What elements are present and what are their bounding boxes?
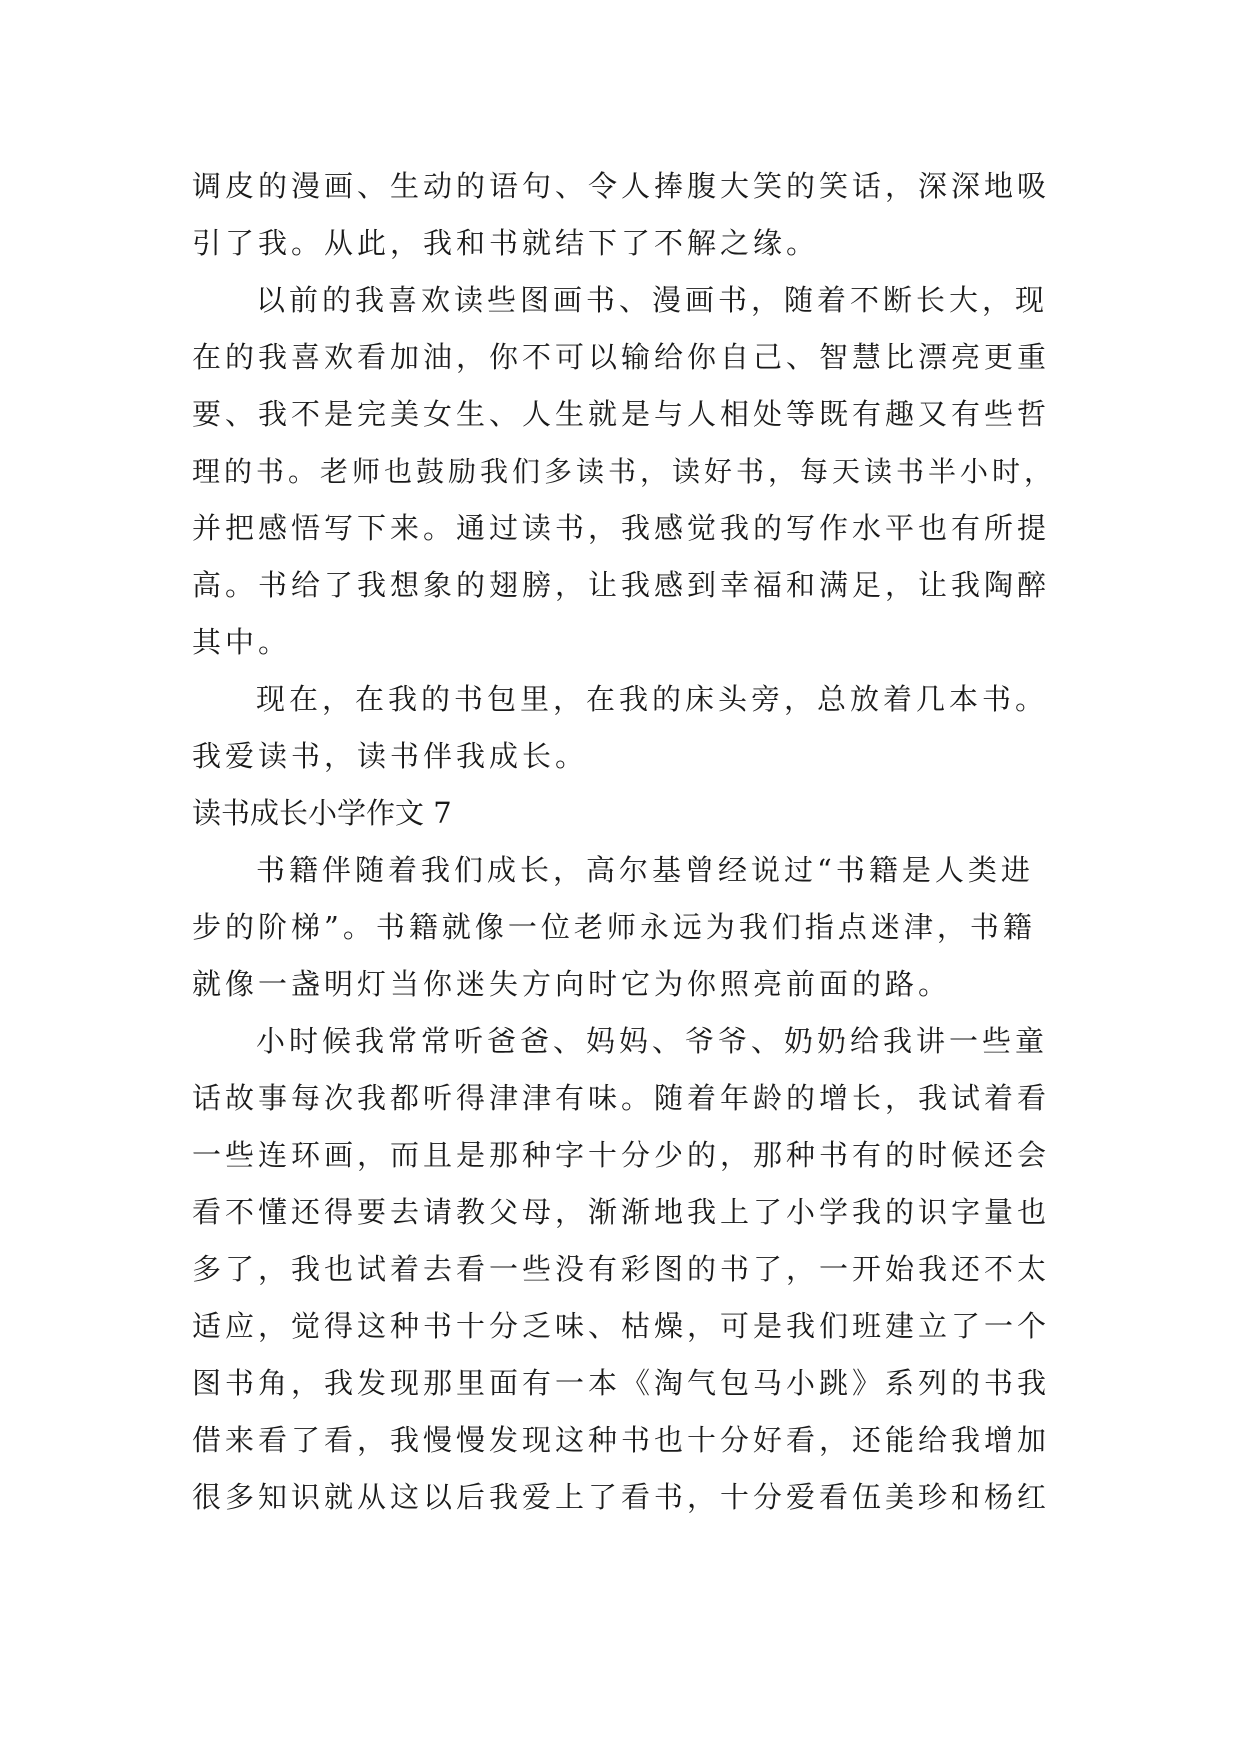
text-line: 话故事每次我都听得津津有味。随着年龄的增长，我试着看 <box>192 1081 1051 1115</box>
text-line: 调皮的漫画、生动的语句、令人捧腹大笑的笑话，深深地吸 <box>192 169 1051 203</box>
document-page <box>192 158 1062 1526</box>
text-line: 借来看了看，我慢慢发现这种书也十分好看，还能给我增加 <box>192 1423 1051 1457</box>
text-line: 高。书给了我想象的翅膀，让我感到幸福和满足，让我陶醉 <box>192 568 1051 602</box>
text-line: 在的我喜欢看加油，你不可以输给你自己、智慧比漂亮更重 <box>192 340 1051 374</box>
text-line: 我爱读书，读书伴我成长。 <box>192 739 589 773</box>
text-line: 书籍伴随着我们成长，高尔基曾经说过“书籍是人类进 <box>256 853 1034 887</box>
text-line: 要、我不是完美女生、人生就是与人相处等既有趣又有些哲 <box>192 397 1051 431</box>
text-line: 图书角，我发现那里面有一本《淘气包马小跳》系列的书我 <box>192 1366 1051 1400</box>
text-line: 理的书。老师也鼓励我们多读书，读好书，每天读书半小时， <box>192 455 1057 488</box>
text-line: 并把感悟写下来。通过读书，我感觉我的写作水平也有所提 <box>192 511 1051 545</box>
text-line: 步的阶梯”。书籍就像一位老师永远为我们指点迷津，书籍 <box>192 910 1036 944</box>
text-line: 以前的我喜欢读些图画书、漫画书，随着不断长大，现 <box>256 283 1049 317</box>
text-line: 一些连环画，而且是那种字十分少的，那种书有的时候还会 <box>192 1138 1051 1172</box>
text-line: 就像一盏明灯当你迷失方向时它为你照亮前面的路。 <box>192 967 952 1001</box>
text-line: 看不懂还得要去请教父母，渐渐地我上了小学我的识字量也 <box>192 1195 1051 1229</box>
text-line: 很多知识就从这以后我爱上了看书，十分爱看伍美珍和杨红 <box>192 1480 1051 1514</box>
section-heading: 读书成长小学作文 7 <box>192 796 452 830</box>
text-line: 适应，觉得这种书十分乏味、枯燥，可是我们班建立了一个 <box>192 1309 1051 1343</box>
text-line: 其中。 <box>192 625 292 659</box>
text-line: 引了我。从此，我和书就结下了不解之缘。 <box>192 226 820 260</box>
text-line: 多了，我也试着去看一些没有彩图的书了，一开始我还不太 <box>192 1252 1051 1286</box>
text-line: 现在，在我的书包里，在我的床头旁，总放着几本书。 <box>256 682 1049 716</box>
text-line: 小时候我常常听爸爸、妈妈、爷爷、奶奶给我讲一些童 <box>256 1024 1049 1058</box>
